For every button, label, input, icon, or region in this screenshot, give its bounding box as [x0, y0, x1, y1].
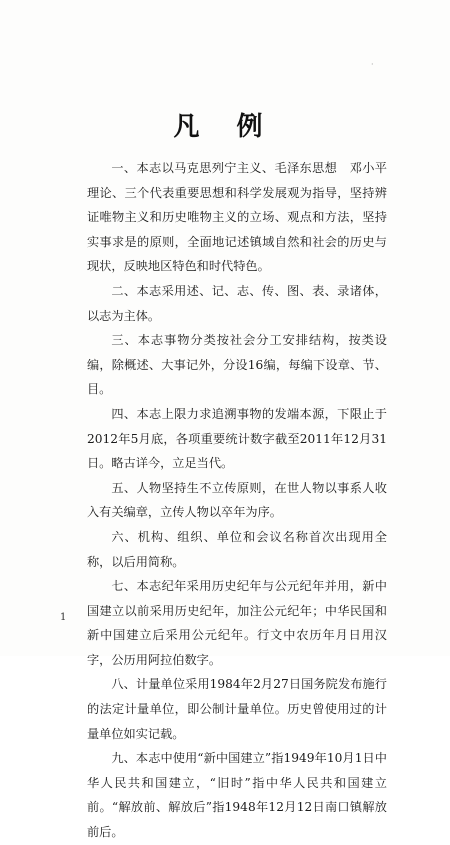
page-number: 1	[60, 612, 67, 623]
paragraph-1: 一、本志以马克思列宁主义、毛泽东思想 邓小平理论、三个代表重要思想和科学发展观为指导，坚持辨证唯物主义和历史唯物主义的立场、观点和方法，坚持实事求是的原则，全面地记述镇域自然和社会的历史与现状，反映地区特色和时代特色。	[87, 161, 387, 274]
body-text	[87, 156, 387, 845]
paragraph-2: 二、本志采用述、记、志、传、图、表、录诸体，以志为主体。	[87, 283, 387, 323]
page-title: 凡 例	[173, 112, 277, 142]
paragraph-3: 三、本志事物分类按社会分工安排结构，按类设编，除概述、大事记外，分设16编，每编下设章、节、目。	[87, 333, 387, 397]
scan-mark: ·	[371, 60, 374, 69]
paragraph-9: 九、本志中使用“新中国建立”指1949年10月1日中华人民共和国建立，“旧时”指中华人民共和国建立前。“解放前、解放后”指1948年12月12日南口镇解放前后。	[87, 751, 387, 840]
paragraph-8: 八、计量单位采用1984年2月27日国务院发布施行的法定计量单位，即公制计量单位。历史曾使用过的计量单位如实记载。	[87, 677, 387, 741]
paragraph-4: 四、本志上限力求追溯事物的发端本源，下限止于2012年5月底，各项重要统计数字截至2011年12月31日。略古详今，立足当代。	[87, 406, 387, 471]
paragraph-7: 七、本志纪年采用历史纪年与公元纪年并用，新中国建立以前采用历史纪年，加注公元纪年；中华民国和新中国建立后采用公元纪年。行文中农历年月日用汉字，公历用阿拉伯数字。	[87, 579, 387, 667]
paragraph-5: 五、人物坚持生不立传原则，在世人物以事系人收入有关编章，立传人物以卒年为序。	[87, 480, 387, 520]
paragraph-6: 六、机构、组织、单位和会议名称首次出现用全称，以后用简称。	[87, 529, 387, 569]
